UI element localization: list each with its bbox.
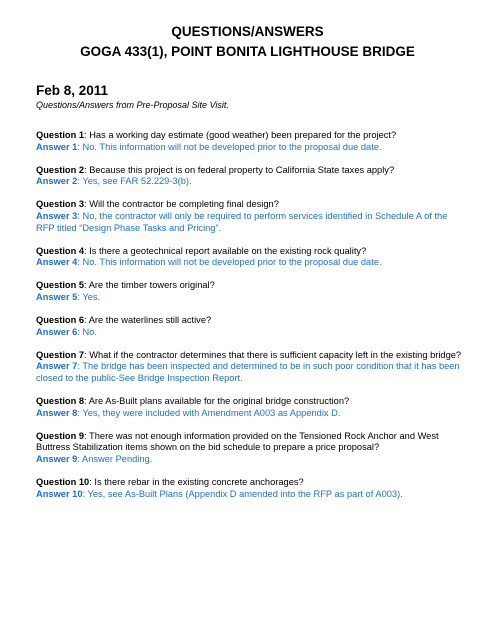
question: [36, 130, 466, 142]
qa-list: [36, 130, 466, 500]
question: [36, 280, 466, 292]
answer: [36, 361, 466, 384]
question-label: Question 10: [36, 476, 90, 487]
answer-text: : No. This information will not be developed prior to the proposal due date.: [77, 257, 382, 268]
answer: [36, 454, 466, 466]
question: [36, 165, 466, 177]
qa-item: [36, 199, 466, 234]
question-text: : Are the waterlines still active?: [84, 315, 212, 326]
question: [36, 477, 466, 489]
question-label: Question 1: [36, 130, 85, 140]
answer: [36, 292, 466, 304]
document-title-line-2: GOGA 433(1), POINT BONITA LIGHTHOUSE BRIDGE: [80, 44, 415, 59]
document-subtitle: Questions/Answers from Pre-Proposal Site Visit.: [36, 100, 229, 110]
answer: [36, 211, 466, 234]
qa-item: [36, 396, 466, 419]
answer-label: Answer 9: [36, 453, 78, 464]
answer: [36, 489, 466, 501]
document-title-line-1: QUESTIONS/ANSWERS: [171, 24, 324, 39]
answer: [36, 176, 466, 188]
question-label: Question 4: [36, 245, 85, 256]
question-text: : Will the contractor be completing final design?: [84, 199, 279, 210]
qa-item: [36, 431, 466, 466]
answer: [36, 408, 466, 420]
document-date: Feb 8, 2011: [36, 83, 109, 98]
answer-text: : Yes, see FAR 52.229-3(b).: [77, 176, 192, 187]
answer-text: : The bridge has been inspected and determined to be in such poor condition that it has been closed to the public-See Bridge Inspection Report.: [36, 361, 460, 383]
question-text: : Is there a geotechnical report available on the existing rock quality?: [84, 245, 367, 256]
question-label: Question 6: [36, 315, 85, 326]
question-label: Question 8: [36, 396, 85, 406]
answer: [36, 257, 466, 269]
answer-label: Answer 5: [36, 291, 78, 302]
answer-text: : Answer Pending.: [77, 453, 153, 464]
question-text: : Is there rebar in the existing concrete anchorages?: [89, 476, 304, 487]
question: [36, 199, 466, 211]
question: [36, 396, 466, 408]
question-text: : Are As-Built plans available for the original bridge construction?: [84, 396, 350, 406]
answer-label: Answer 2: [36, 176, 78, 187]
answer: [36, 142, 466, 154]
qa-item: [36, 130, 466, 153]
question: [36, 431, 466, 454]
question: [36, 315, 466, 327]
answer-text: : No.: [77, 326, 97, 337]
answer-label: Answer 3: [36, 210, 78, 221]
qa-item: [36, 350, 466, 385]
qa-item: [36, 477, 466, 500]
answer: [36, 327, 466, 339]
answer-text: : No, the contractor will only be required to perform services identified in Schedule A of the RFP titled “Design Phase Tasks and Pricing”.: [36, 210, 448, 233]
question-label: Question 7: [36, 349, 85, 360]
answer-text: : Yes, see As-Built Plans (Appendix D amended into the RFP as part of A003).: [82, 488, 403, 499]
question-text: : Has a working day estimate (good weather) been prepared for the project?: [84, 130, 397, 140]
question-text: : There was not enough information provided on the Tensioned Rock Anchor and West Buttress Stabilization items shown on the bid schedule to prepare a price proposal?: [36, 430, 439, 453]
question: [36, 350, 466, 362]
answer-label: Answer 8: [36, 407, 78, 418]
answer-text: : Yes.: [77, 291, 101, 302]
qa-item: [36, 165, 466, 188]
question: [36, 246, 466, 258]
question-label: Question 2: [36, 164, 85, 175]
answer-text: : No. This information will not be developed prior to the proposal due date.: [77, 141, 382, 152]
qa-item: [36, 246, 466, 269]
answer-label: Answer 1: [36, 141, 78, 152]
answer-label: Answer 7: [36, 361, 78, 372]
question-label: Question 3: [36, 199, 85, 210]
answer-label: Answer 4: [36, 257, 78, 268]
answer-text: : Yes, they were included with Amendment A003 as Appendix D.: [77, 407, 341, 418]
qa-item: [36, 280, 466, 303]
answer-label: Answer 10: [36, 488, 83, 499]
qa-item: [36, 315, 466, 338]
question-text: : Are the timber towers original?: [84, 280, 215, 291]
answer-label: Answer 6: [36, 326, 78, 337]
question-text: : Because this project is on federal property to California State taxes apply?: [84, 164, 395, 175]
question-text: : What if the contractor determines that there is sufficient capacity left in the existing bridge?: [84, 349, 462, 360]
title-block: [0, 0, 495, 62]
question-label: Question 5: [36, 280, 85, 291]
question-label: Question 9: [36, 430, 85, 441]
